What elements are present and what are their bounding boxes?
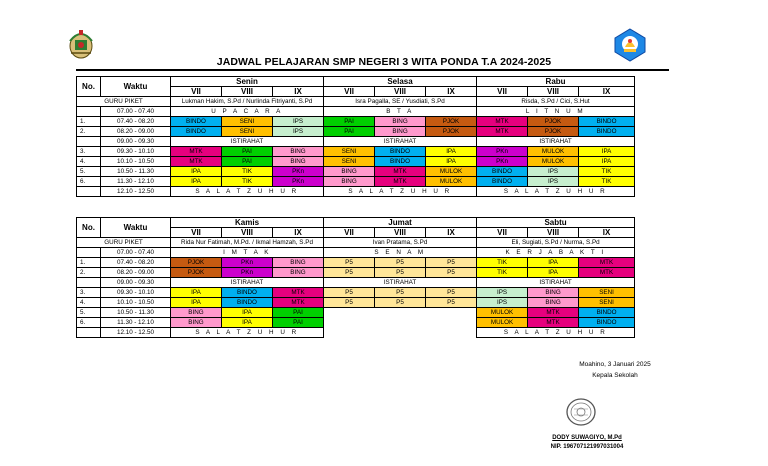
subject-cell: BINDO (477, 177, 528, 187)
period-number (77, 187, 101, 197)
subject-cell: BING (375, 117, 426, 127)
subject-cell: P5 (375, 268, 426, 278)
subject-cell: PKn (273, 167, 324, 177)
grade-header: VII (171, 228, 222, 238)
period-number: 5. (77, 308, 101, 318)
subject-cell (426, 318, 477, 328)
period-number: 1. (77, 117, 101, 127)
subject-cell: BING (324, 177, 375, 187)
subject-cell: IPA (426, 157, 477, 167)
subject-cell: PAI (222, 157, 273, 167)
merged-activity-cell: B T A (324, 107, 477, 117)
subject-cell: P5 (426, 288, 477, 298)
subject-cell: P5 (324, 268, 375, 278)
period-time: 10.50 - 11.30 (101, 308, 171, 318)
guru-piket-row (77, 97, 635, 107)
subject-cell: SENI (579, 288, 635, 298)
subject-cell (324, 308, 375, 318)
period-time: 07.00 - 07.40 (101, 248, 171, 258)
period-number: 3. (77, 288, 101, 298)
merged-activity-cell: L I T N U M (477, 107, 635, 117)
table-row (77, 328, 635, 338)
subject-cell: MTK (273, 298, 324, 308)
table-row (77, 308, 635, 318)
table-row (77, 107, 635, 117)
period-time: 07.40 - 08.20 (101, 258, 171, 268)
period-time: 10.10 - 10.50 (101, 298, 171, 308)
merged-activity-cell: S A L A T Z U H U R (477, 328, 635, 338)
subject-cell: MTK (528, 308, 579, 318)
period-number: 4. (77, 298, 101, 308)
table-row (77, 187, 635, 197)
subject-cell: TIK (477, 258, 528, 268)
footer-position: Kepala Sekolah (592, 372, 638, 379)
subject-cell: PAI (324, 127, 375, 137)
guru-piket-names: Eli, Sugiati, S.Pd / Nurma, S.Pd (477, 238, 635, 248)
table-row (77, 278, 635, 288)
subject-cell: BING (273, 147, 324, 157)
subject-cell: P5 (375, 258, 426, 268)
merged-activity-cell: ISTIRAHAT (477, 278, 635, 288)
subject-cell: MULOK (477, 308, 528, 318)
guru-piket-names: Ivan Pratama, S.Pd (324, 238, 477, 248)
waktu-header: Waktu (101, 77, 171, 97)
table-row (77, 268, 635, 278)
table-row (77, 117, 635, 127)
subject-cell: TIK (477, 268, 528, 278)
grade-header: IX (579, 228, 635, 238)
subject-cell: BINDO (579, 127, 635, 137)
subject-cell: IPS (528, 177, 579, 187)
merged-activity-cell: ISTIRAHAT (324, 278, 477, 288)
day-header-row (77, 77, 635, 87)
subject-cell: BING (273, 268, 324, 278)
grade-header: IX (273, 228, 324, 238)
day-name-senin: Senin (171, 77, 324, 87)
subject-cell: BINDO (375, 157, 426, 167)
subject-cell: BINDO (222, 288, 273, 298)
subject-cell: PJOK (171, 258, 222, 268)
day-name-kamis: Kamis (171, 218, 324, 228)
period-number (77, 248, 101, 258)
subject-cell: PKn (273, 177, 324, 187)
subject-cell: BINDO (579, 318, 635, 328)
grade-header: VII (477, 87, 528, 97)
subject-cell (375, 308, 426, 318)
grade-header: IX (426, 228, 477, 238)
subject-cell: IPS (528, 167, 579, 177)
table-row (77, 288, 635, 298)
subject-cell: TIK (579, 167, 635, 177)
period-number (77, 328, 101, 338)
subject-cell: BING (324, 167, 375, 177)
subject-cell: MTK (171, 147, 222, 157)
guru-piket-label: GURU PIKET (77, 238, 171, 248)
subject-cell: MULOK (426, 177, 477, 187)
subject-cell: MTK (528, 318, 579, 328)
waktu-header: Waktu (101, 218, 171, 238)
period-time: 12.10 - 12.50 (101, 187, 171, 197)
subject-cell: IPA (222, 318, 273, 328)
grade-header: IX (579, 87, 635, 97)
table-row (77, 318, 635, 328)
subject-cell: PJOK (171, 268, 222, 278)
subject-cell: BINDO (375, 147, 426, 157)
subject-cell: MTK (375, 167, 426, 177)
merged-activity-cell: S A L A T Z U H U R (477, 187, 635, 197)
subject-cell: MTK (579, 268, 635, 278)
subject-cell: SENI (222, 127, 273, 137)
grade-header: VIII (222, 87, 273, 97)
subject-cell: BING (273, 157, 324, 167)
guru-piket-names: Risda, S.Pd / Cici, S.Hut (477, 97, 635, 107)
period-number (77, 278, 101, 288)
subject-cell: PJOK (528, 117, 579, 127)
subject-cell: BINDO (579, 117, 635, 127)
grade-header: IX (273, 87, 324, 97)
table-row (77, 258, 635, 268)
signatory-nip: NIP. 196707121997031004 (550, 444, 624, 450)
grade-header: VII (324, 228, 375, 238)
subject-cell: PKn (477, 147, 528, 157)
subject-cell: BING (528, 288, 579, 298)
subject-cell: P5 (324, 288, 375, 298)
period-number: 2. (77, 127, 101, 137)
schedule-table-bottom (76, 217, 635, 338)
subject-cell (324, 318, 375, 328)
merged-activity-cell: ISTIRAHAT (171, 278, 324, 288)
subject-cell: MULOK (528, 147, 579, 157)
subject-cell: IPS (273, 127, 324, 137)
period-time: 11.30 - 12.10 (101, 318, 171, 328)
subject-cell: IPA (171, 288, 222, 298)
guru-piket-label: GURU PIKET (77, 97, 171, 107)
schedule-table-top (76, 76, 635, 197)
period-time: 07.40 - 08.20 (101, 117, 171, 127)
signatory-name: DODY SUWAGIYO, M.Pd (552, 435, 622, 441)
period-time: 09.30 - 10.10 (101, 147, 171, 157)
subject-cell: SENI (579, 298, 635, 308)
grade-header: VIII (375, 87, 426, 97)
subject-cell: BING (375, 127, 426, 137)
merged-activity-cell (324, 328, 477, 338)
subject-cell: BING (171, 308, 222, 318)
subject-cell: P5 (375, 288, 426, 298)
no-header: No. (77, 218, 101, 238)
subject-cell: P5 (324, 298, 375, 308)
day-header-row (77, 218, 635, 228)
period-time: 11.30 - 12.10 (101, 177, 171, 187)
title-underline (76, 69, 669, 71)
subject-cell: IPA (528, 258, 579, 268)
subject-cell: SENI (324, 157, 375, 167)
subject-cell: P5 (324, 258, 375, 268)
day-name-sabtu: Sabtu (477, 218, 635, 228)
merged-activity-cell: S A L A T Z U H U R (324, 187, 477, 197)
period-time: 08.20 - 09.00 (101, 127, 171, 137)
subject-cell: IPA (171, 167, 222, 177)
table-row (77, 137, 635, 147)
subject-cell: IPA (528, 268, 579, 278)
table-row (77, 157, 635, 167)
table-row (77, 177, 635, 187)
subject-cell: PKn (222, 258, 273, 268)
grade-header: IX (426, 87, 477, 97)
table-row (77, 127, 635, 137)
subject-cell (426, 308, 477, 318)
period-time: 09.00 - 09.30 (101, 137, 171, 147)
subject-cell: PAI (324, 117, 375, 127)
subject-cell: IPA (171, 177, 222, 187)
subject-cell: TIK (222, 177, 273, 187)
subject-cell: P5 (426, 298, 477, 308)
subject-cell: MTK (477, 117, 528, 127)
grade-header: VIII (375, 228, 426, 238)
subject-cell (375, 318, 426, 328)
period-time: 08.20 - 09.00 (101, 268, 171, 278)
subject-cell: PAI (222, 147, 273, 157)
grade-header: VIII (528, 228, 579, 238)
period-time: 12.10 - 12.50 (101, 328, 171, 338)
subject-cell: PAI (273, 318, 324, 328)
footer-place-date: Moahino, 3 Januari 2025 (579, 361, 651, 368)
guru-piket-names: Isra Pagalla, SE / Yusdiati, S.Pd (324, 97, 477, 107)
subject-cell: IPS (477, 288, 528, 298)
subject-cell: PJOK (426, 127, 477, 137)
no-header: No. (77, 77, 101, 97)
merged-activity-cell: I M T A K (171, 248, 324, 258)
subject-cell: MTK (273, 288, 324, 298)
period-number (77, 137, 101, 147)
subject-cell: BINDO (477, 167, 528, 177)
period-time: 10.10 - 10.50 (101, 157, 171, 167)
grade-header: VII (477, 228, 528, 238)
subject-cell: MTK (375, 177, 426, 187)
subject-cell: BINDO (222, 298, 273, 308)
merged-activity-cell: S E N A M (324, 248, 477, 258)
subject-cell: PJOK (528, 127, 579, 137)
guru-piket-row (77, 238, 635, 248)
day-name-selasa: Selasa (324, 77, 477, 87)
period-number: 6. (77, 177, 101, 187)
page-title: JADWAL PELAJARAN SMP NEGERI 3 WITA PONDA T.A 2024-2025 (216, 56, 552, 68)
subject-cell: MTK (579, 258, 635, 268)
table-row (77, 167, 635, 177)
grade-header: VII (324, 87, 375, 97)
subject-cell: P5 (426, 258, 477, 268)
grade-header: VIII (528, 87, 579, 97)
subject-cell: BING (273, 258, 324, 268)
period-number: 1. (77, 258, 101, 268)
period-number: 6. (77, 318, 101, 328)
subject-cell: MTK (171, 157, 222, 167)
day-name-rabu: Rabu (477, 77, 635, 87)
period-number: 2. (77, 268, 101, 278)
grade-header: VII (171, 87, 222, 97)
subject-cell: MTK (477, 127, 528, 137)
period-time: 07.00 - 07.40 (101, 107, 171, 117)
subject-cell: SENI (324, 147, 375, 157)
subject-cell: PAI (273, 308, 324, 318)
merged-activity-cell: S A L A T Z U H U R (171, 328, 324, 338)
period-number: 4. (77, 157, 101, 167)
day-name-jumat: Jumat (324, 218, 477, 228)
subject-cell: BINDO (171, 117, 222, 127)
merged-activity-cell: ISTIRAHAT (324, 137, 477, 147)
subject-cell: IPS (477, 298, 528, 308)
subject-cell: TIK (579, 177, 635, 187)
subject-cell: BINDO (171, 127, 222, 137)
subject-cell: P5 (375, 298, 426, 308)
subject-cell: PKn (477, 157, 528, 167)
subject-cell: BINDO (579, 308, 635, 318)
merged-activity-cell: ISTIRAHAT (477, 137, 635, 147)
subject-cell: MULOK (528, 157, 579, 167)
subject-cell: MULOK (477, 318, 528, 328)
subject-cell: PJOK (426, 117, 477, 127)
merged-activity-cell: U P A C A R A (171, 107, 324, 117)
table-row (77, 147, 635, 157)
period-number: 3. (77, 147, 101, 157)
school-seal-stamp (565, 396, 597, 428)
subject-cell: IPA (222, 308, 273, 318)
guru-piket-names: Lukman Hakim, S.Pd / Nurlinda Fitriyanti, S.Pd (171, 97, 324, 107)
subject-cell: IPA (579, 157, 635, 167)
guru-piket-names: Rida Nur Fatimah, M.Pd. / Ikmal Hamzah, S.Pd (171, 238, 324, 248)
merged-activity-cell: S A L A T Z U H U R (171, 187, 324, 197)
period-time: 09.00 - 09.30 (101, 278, 171, 288)
subject-cell: SENI (222, 117, 273, 127)
subject-cell: IPA (171, 298, 222, 308)
subject-cell: P5 (426, 268, 477, 278)
subject-cell: BING (171, 318, 222, 328)
subject-cell: IPA (579, 147, 635, 157)
subject-cell: BING (528, 298, 579, 308)
merged-activity-cell: K E R J A B A K T I (477, 248, 635, 258)
period-number (77, 107, 101, 117)
period-time: 10.50 - 11.30 (101, 167, 171, 177)
subject-cell: IPS (273, 117, 324, 127)
table-row (77, 248, 635, 258)
period-time: 09.30 - 10.10 (101, 288, 171, 298)
subject-cell: IPA (426, 147, 477, 157)
subject-cell: MULOK (426, 167, 477, 177)
grade-header: VIII (222, 228, 273, 238)
period-number: 5. (77, 167, 101, 177)
subject-cell: TIK (222, 167, 273, 177)
merged-activity-cell: ISTIRAHAT (171, 137, 324, 147)
table-row (77, 298, 635, 308)
subject-cell: PKn (222, 268, 273, 278)
